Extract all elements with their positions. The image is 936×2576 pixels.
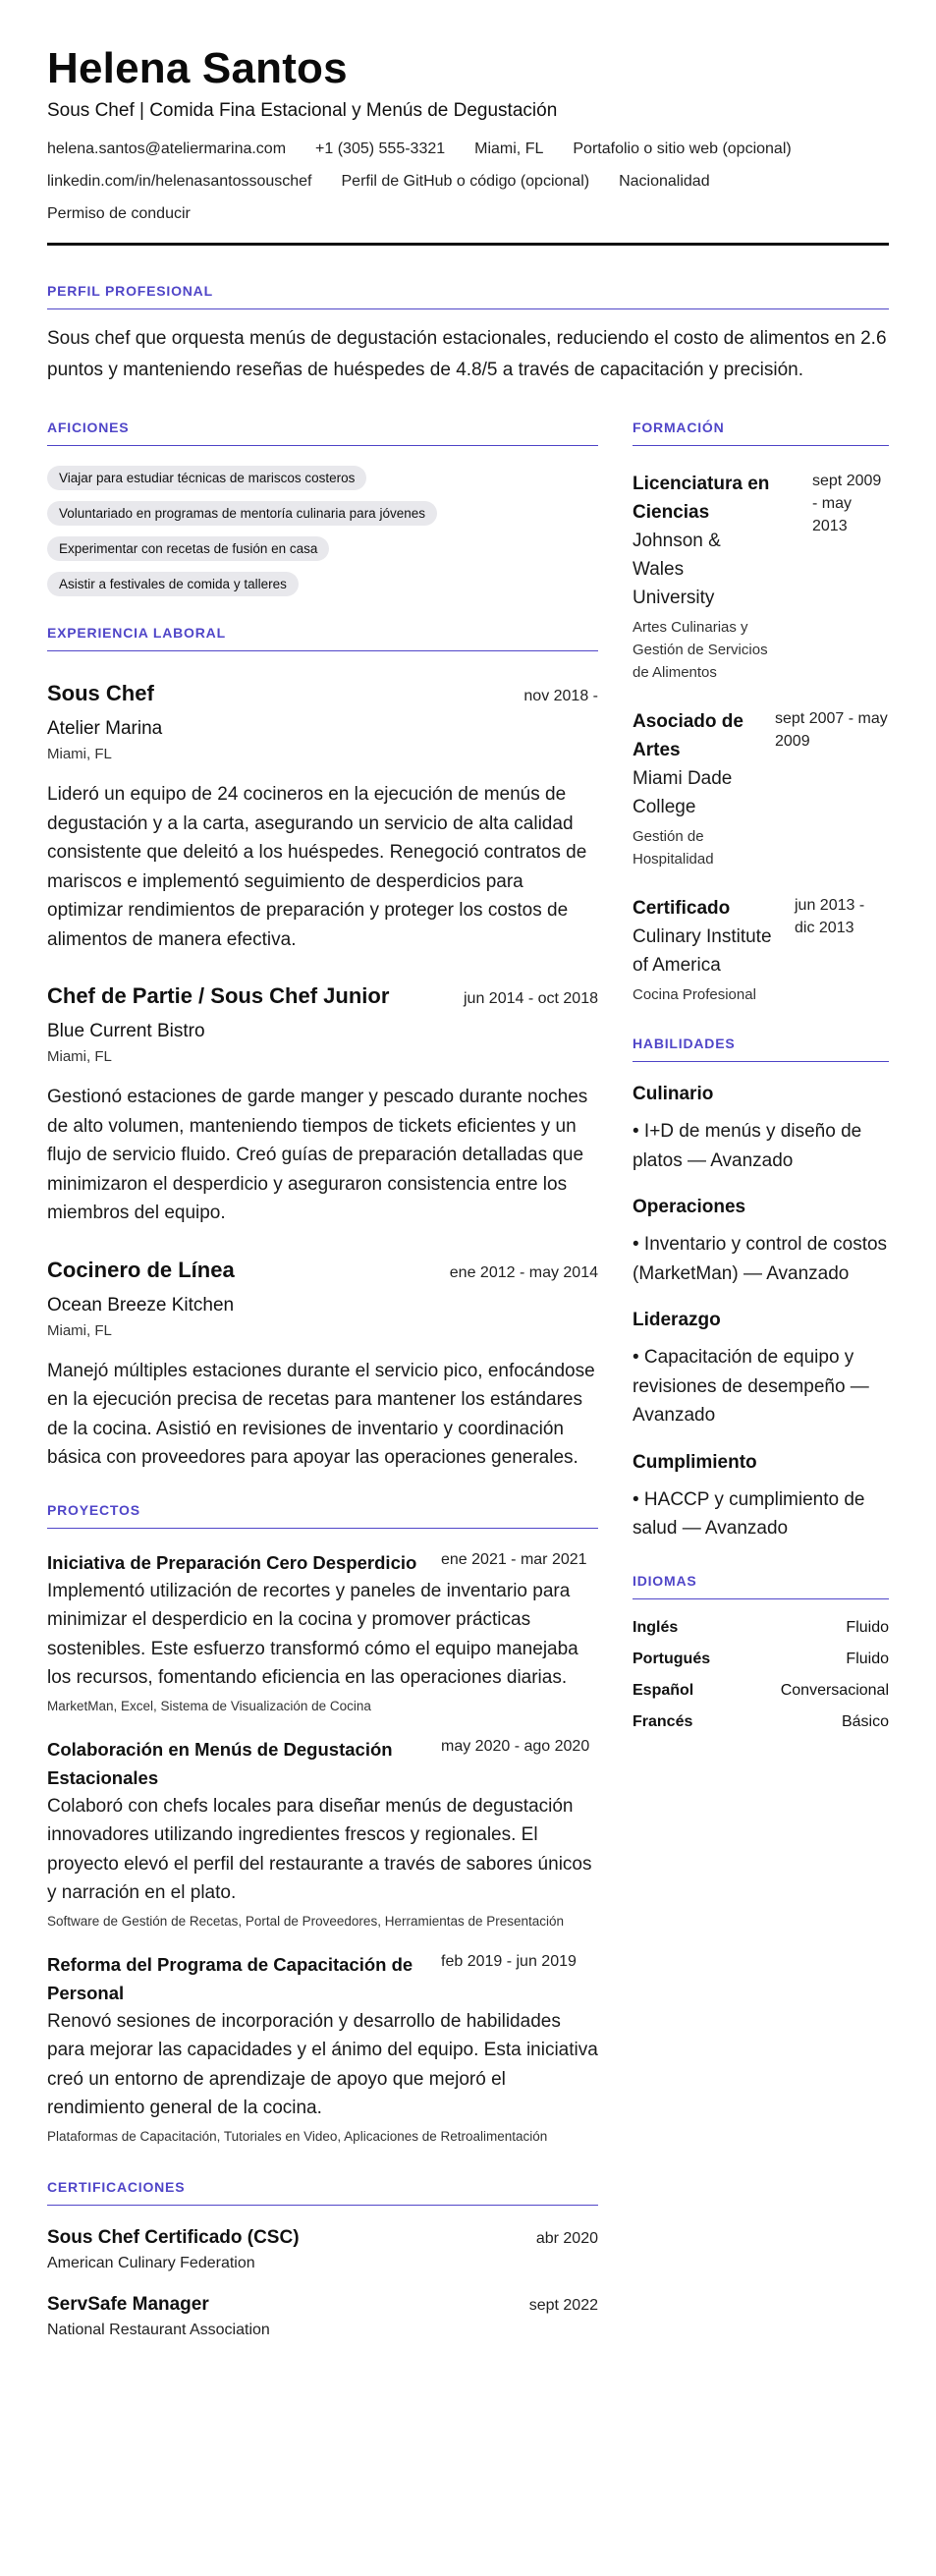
contact-phone[interactable]: +1 (305) 555-3321 [315, 140, 446, 157]
hobby-tag: Asistir a festivales de comida y talleres [47, 572, 299, 596]
language-row [633, 1682, 889, 1700]
certification-title: ServSafe Manager [47, 2293, 209, 2315]
skill-group [633, 1084, 889, 1175]
education-date: sept 2009 - may 2013 [812, 473, 882, 534]
project-title: Iniciativa de Preparación Cero Desperdicio [47, 1551, 417, 1573]
education-date: sept 2007 - may 2009 [775, 710, 888, 750]
job-location: Miami, FL [47, 1321, 112, 1339]
certification-entry [47, 2294, 598, 2339]
project-date: ene 2021 - mar 2021 [441, 1550, 587, 1568]
education-date: jun 2013 - dic 2013 [795, 897, 865, 936]
section-title-languages: IDIOMAS [633, 1573, 889, 1599]
job-entry [47, 681, 598, 954]
project-tools: MarketMan, Excel, Sistema de Visualización de Cocina [47, 1698, 371, 1713]
certification-issuer: American Culinary Federation [47, 2254, 255, 2271]
language-name: Español [633, 1681, 694, 1699]
language-level: Fluido [846, 1650, 889, 1667]
language-row [633, 1651, 889, 1668]
language-name: Inglés [633, 1618, 679, 1636]
contact-github[interactable]: Perfil de GitHub o código (opcional) [341, 173, 590, 190]
section-title-experience: EXPERIENCIA LABORAL [47, 625, 598, 651]
job-entry [47, 983, 598, 1228]
job-description: Gestionó estaciones de garde manger y pescado durante noches de alto volumen, manteniendo tiempos de tickets eficientes y un flujo de servicio fluido. Creó guías de preparación detalladas que minimizaron el desperdicio y aseguraron consistencia entre los miembros del equipo. [47, 1087, 588, 1223]
education-field: Gestión de Hospitalidad [633, 828, 714, 868]
section-title-projects: PROYECTOS [47, 1502, 598, 1529]
left-column [47, 420, 598, 2339]
hobby-tag: Experimentar con recetas de fusión en casa [47, 536, 329, 561]
section-title-profile: PERFIL PROFESIONAL [47, 283, 889, 309]
two-column-body [47, 420, 889, 2339]
education-entry [633, 707, 889, 870]
job-company: Ocean Breeze Kitchen [47, 1294, 235, 1316]
project-entry [47, 1735, 598, 1931]
education-school: Johnson & Wales University [633, 531, 721, 608]
job-company: Atelier Marina [47, 718, 163, 739]
project-description: Colaboró con chefs locales para diseñar menús de degustación innovadores utilizando ingredientes frescos y regionales. El proyecto elevó el perfil del restaurante a través de sabores únicos y narración en el plato. [47, 1795, 592, 1903]
language-level: Básico [841, 1712, 889, 1730]
project-date: may 2020 - ago 2020 [441, 1737, 590, 1755]
right-column [633, 420, 889, 2339]
project-entry [47, 1950, 598, 2146]
language-name: Portugués [633, 1650, 711, 1667]
profile-summary: Sous chef que orquesta menús de degustación estacionales, reduciendo el costo de alimentos en 2.6 puntos y manteniendo reseñas de huéspedes de 4.8/5 a través de capacitación y precisión. [47, 328, 887, 380]
project-date: feb 2019 - jun 2019 [441, 1952, 577, 1970]
language-row [633, 1713, 889, 1731]
language-level: Fluido [846, 1618, 889, 1636]
candidate-name: Helena Santos [47, 44, 348, 92]
skill-category: Liderazgo [633, 1310, 721, 1330]
project-tools: Plataformas de Capacitación, Tutoriales en Video, Aplicaciones de Retroalimentación [47, 2128, 548, 2144]
certification-date: sept 2022 [528, 2296, 598, 2314]
job-date: ene 2012 - may 2014 [449, 1263, 598, 1281]
job-description: Manejó múltiples estaciones durante el servicio pico, enfocándose en la ejecución precisa de recetas para mantener los estándares de la cocina. Asistió en revisiones de inventario y coordinación básica con proveedores para apoyar las operaciones generales. [47, 1360, 595, 1468]
hobby-tag: Voluntariado en programas de mentoría culinaria para jóvenes [47, 501, 437, 526]
education-entry [633, 894, 889, 1006]
project-description: Renovó sesiones de incorporación y desarrollo de habilidades para mejorar las capacidades y el ánimo del equipo. Esta iniciativa creó un entorno de aprendizaje de apoyo que mejoró el rendimiento general de la cocina. [47, 2010, 598, 2118]
education-degree: Certificado [633, 898, 731, 919]
skill-item: • Capacitación de equipo y revisiones de desempeño — Avanzado [633, 1347, 869, 1426]
skill-group [633, 1197, 889, 1288]
project-entry [47, 1548, 598, 1715]
project-title: Reforma del Programa de Capacitación de Personal [47, 1953, 413, 2003]
job-entry [47, 1258, 598, 1473]
contact-location: Miami, FL [474, 140, 544, 157]
project-tools: Software de Gestión de Recetas, Portal de Proveedores, Herramientas de Presentación [47, 1913, 565, 1929]
job-title: Chef de Partie / Sous Chef Junior [47, 983, 390, 1008]
job-location: Miami, FL [47, 1048, 112, 1065]
skill-group [633, 1310, 889, 1430]
section-title-hobbies: AFICIONES [47, 420, 598, 446]
job-title: Cocinero de Línea [47, 1257, 235, 1282]
education-school: Miami Dade College [633, 768, 733, 817]
skill-item: • I+D de menús y diseño de platos — Avanzado [633, 1121, 862, 1171]
section-title-certifications: CERTIFICACIONES [47, 2179, 598, 2206]
language-name: Francés [633, 1712, 693, 1730]
job-title: Sous Chef [47, 681, 154, 705]
contact-portfolio[interactable]: Portafolio o sitio web (opcional) [573, 140, 792, 157]
job-description: Lideró un equipo de 24 cocineros en la ejecución de menús de degustación y a la carta, asegurando un servicio de alta calidad consistente que deleitó a los huéspedes. Renegoció contratos de mariscos e implementó seguimiento de desperdicios para optimizar rendimientos de preparación y proteger los costos de alimentos de manera efectiva. [47, 784, 587, 950]
contact-email[interactable]: helena.santos@ateliermarina.com [47, 140, 287, 157]
skill-category: Cumplimiento [633, 1451, 757, 1473]
education-school: Culinary Institute of America [633, 926, 772, 976]
language-row [633, 1619, 889, 1637]
headline: Sous Chef | Comida Fina Estacional y Menús de Degustación [47, 100, 558, 121]
job-company: Blue Current Bistro [47, 1021, 205, 1041]
hobby-tag: Viajar para estudiar técnicas de mariscos costeros [47, 466, 366, 490]
education-entry [633, 470, 889, 684]
job-date: nov 2018 - [523, 688, 598, 704]
job-location: Miami, FL [47, 746, 112, 762]
certification-issuer: National Restaurant Association [47, 2321, 270, 2338]
education-degree: Asociado de Artes [633, 711, 743, 760]
education-degree: Licenciatura en Ciencias [633, 474, 770, 523]
education-field: Artes Culinarias y Gestión de Servicios de Alimentos [633, 619, 768, 681]
project-title: Colaboración en Menús de Degustación Estacionales [47, 1738, 393, 1788]
header-divider [47, 243, 889, 246]
certification-date: abr 2020 [535, 2229, 598, 2247]
job-date: jun 2014 - oct 2018 [464, 990, 598, 1007]
section-title-skills: HABILIDADES [633, 1036, 889, 1062]
contact-linkedin[interactable]: linkedin.com/in/helenasantossouschef [47, 173, 312, 190]
resume-header [47, 43, 889, 246]
language-level: Conversacional [780, 1681, 889, 1699]
hobby-tags [47, 466, 598, 607]
skill-category: Operaciones [633, 1197, 746, 1217]
education-field: Cocina Profesional [633, 986, 756, 1003]
contact-driving-license: Permiso de conducir [47, 205, 191, 222]
certification-title: Sous Chef Certificado (CSC) [47, 2226, 300, 2248]
project-description: Implementó utilización de recortes y paneles de inventario para minimizar el desperdicio en la cocina y promover prácticas sostenibles. Este esfuerzo transformó cómo el equipo manejaba los recursos, fomentando eficiencia en las operaciones diarias. [47, 1580, 578, 1688]
skill-category: Culinario [633, 1084, 714, 1104]
contact-list [47, 140, 889, 237]
skill-item: • Inventario y control de costos (MarketMan) — Avanzado [633, 1234, 888, 1284]
skill-group [633, 1452, 889, 1543]
section-title-education: FORMACIÓN [633, 420, 889, 446]
skill-item: • HACCP y cumplimiento de salud — Avanzado [633, 1488, 865, 1539]
contact-nationality: Nacionalidad [619, 173, 710, 190]
certification-entry [47, 2227, 598, 2272]
